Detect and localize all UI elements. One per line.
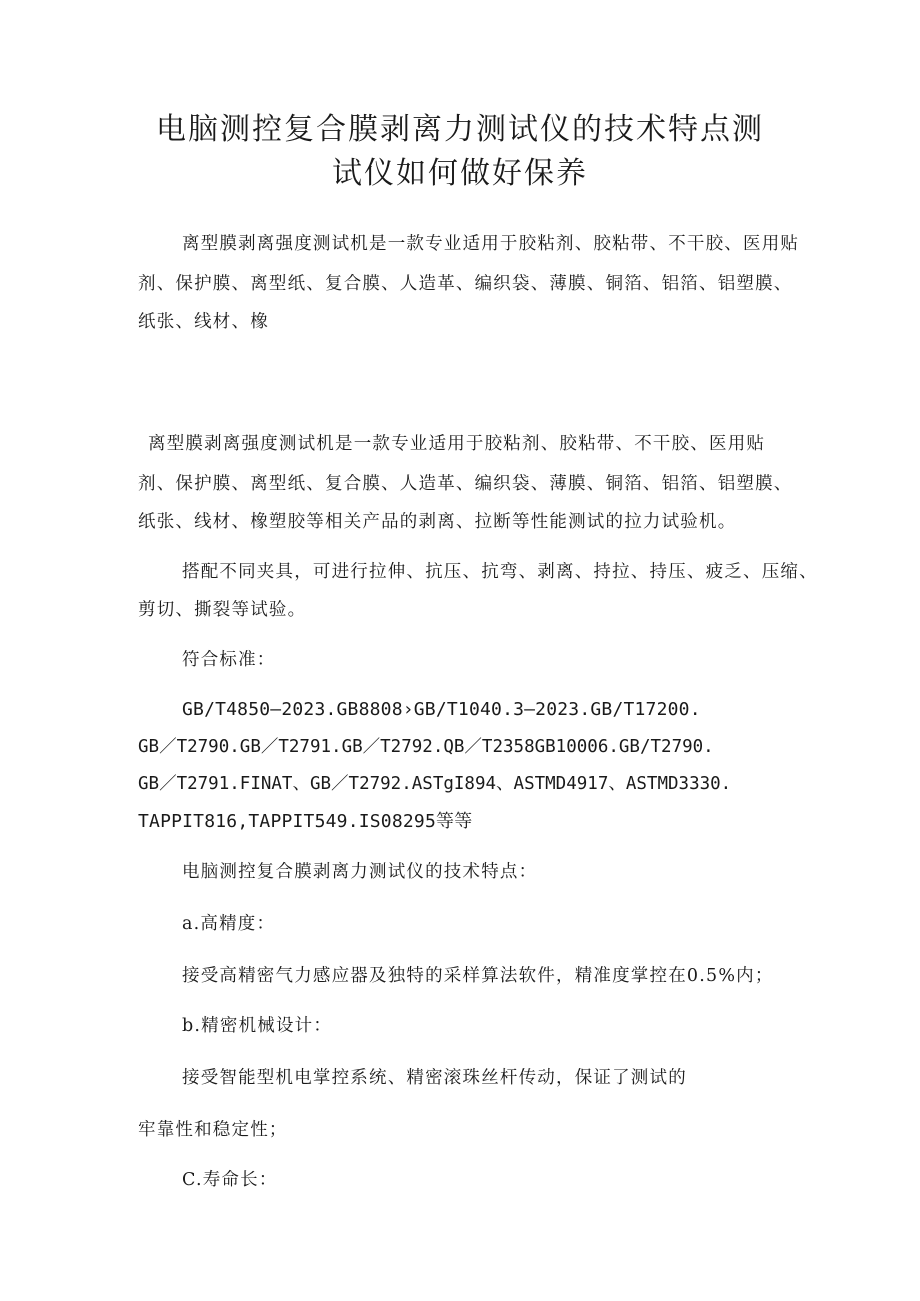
feature-b-title: b.精密机械设计： [182,1016,333,1036]
feature-b-text-line-1: 接受智能型机电掌控系统、精密滚珠丝杆传动，保证了测试的 [182,1068,687,1088]
feature-a-title: a.高精度： [182,914,276,934]
intro-line-2: 剂、保护膜、离型纸、复合膜、人造革、编织袋、薄膜、铜箔、铝箔、铝塑膜、 [138,274,793,294]
intro-line-1: 离型膜剥离强度测试机是一款专业适用于胶粘剂、胶粘带、不干胶、医用贴 [182,234,800,254]
body-para1-line-1: 离型膜剥离强度测试机是一款专业适用于胶粘剂、胶粘带、不干胶、医用贴 [148,434,766,454]
feature-a-text: 接受高精密气力感应器及独特的采样算法软件，精准度掌控在0.5%内； [182,966,774,986]
body-para1-line-3: 纸张、线材、橡塑胶等相关产品的剥离、拉断等性能测试的拉力试验机。 [138,512,737,532]
body-para1-line-2: 剂、保护膜、离型纸、复合膜、人造革、编织袋、薄膜、铜箔、铝箔、铝塑膜、 [138,474,793,494]
features-label: 电脑测控复合膜剥离力测试仪的技术特点： [182,862,538,882]
standards-line-1: GB/T4850—2023.GB8808›GB/T1040.3—2023.GB/T17200. [182,699,701,720]
standards-label: 符合标准： [182,650,276,670]
document-title-line-2: 试仪如何做好保养 [332,156,588,191]
feature-b-text-line-2: 牢靠性和稳定性； [138,1120,288,1140]
standards-line-2: GB／T2790.GB／T2791.GB／T2792.QB／T2358GB10006.GB/T2790. [138,737,714,757]
document-title-line-1: 电脑测控复合膜剥离力测试仪的技术特点测 [156,112,764,147]
standards-line-4: TAPPIT816,TAPPIT549.IS08295等等 [138,811,473,832]
body-para2-line-1: 搭配不同夹具，可进行拉伸、抗压、抗弯、剥离、持拉、持压、疲乏、压缩、 [182,562,818,582]
feature-c-title: C.寿命长： [182,1170,278,1190]
body-para2-line-2: 剪切、撕裂等试验。 [138,600,307,620]
intro-line-3: 纸张、线材、橡 [138,312,269,332]
standards-line-3: GB／T2791.FINAT、GB／T2792.ASTgI894、ASTMD4917、ASTMD3330. [138,774,732,794]
